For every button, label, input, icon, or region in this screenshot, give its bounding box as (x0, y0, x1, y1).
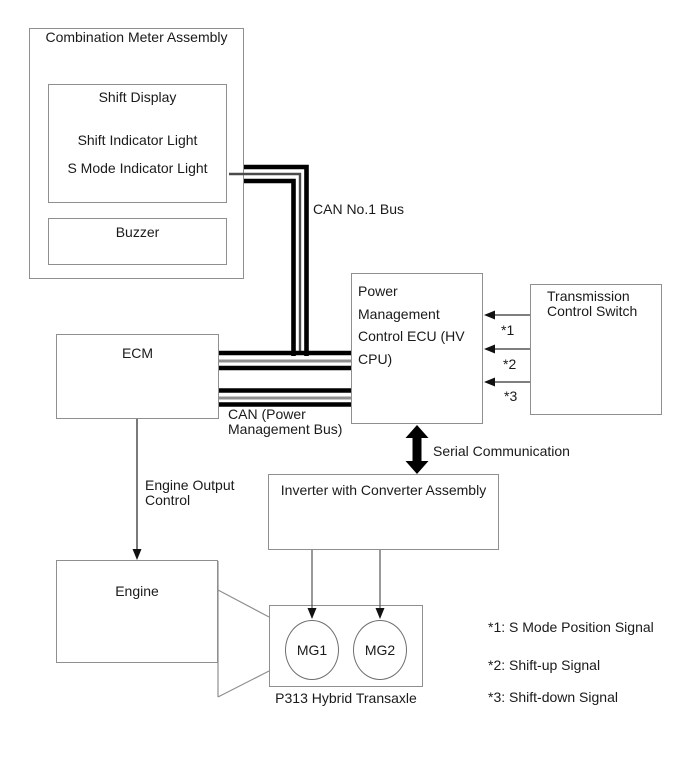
engine-box (56, 560, 218, 663)
buzzer-label: Buzzer (115, 224, 160, 240)
mg1-label: MG1 (296, 642, 328, 658)
s-mode-indicator-light-label: S Mode Indicator Light (67, 160, 208, 176)
shift-display-label: Shift Display (98, 89, 177, 105)
serial-communication-label: Serial Communication (433, 443, 570, 459)
arrow2-tag: *2 (503, 356, 517, 372)
can-bus-ecm-pmecu-line (219, 353, 351, 368)
can-pm-bus-label: CAN (Power Management Bus) (228, 406, 343, 437)
shift-indicator-light-label: Shift Indicator Light (77, 132, 198, 148)
arrow1-tag: *1 (501, 322, 515, 338)
can-pm-bus-line (219, 391, 351, 405)
legend-item-shift-down: *3: Shift-down Signal (488, 689, 618, 705)
ecm-label: ECM (121, 345, 154, 361)
legend-item-shift-up: *2: Shift-up Signal (488, 657, 601, 673)
legend-item-s-mode-position: *1: S Mode Position Signal (488, 619, 654, 635)
engine-output-control-label: Engine Output Control (145, 477, 235, 508)
transmission-control-switch-label: Transmission Control Switch (547, 288, 638, 319)
inverter-converter-label: Inverter with Converter Assembly (280, 482, 487, 498)
serial-communication-arrow (406, 425, 429, 474)
engine-output-arrow (133, 419, 142, 560)
mg2-label: MG2 (364, 642, 396, 658)
hybrid-transaxle-caption: P313 Hybrid Transaxle (275, 690, 417, 706)
power-management-ecu-label: Power Management Control ECU (HV CPU) (358, 283, 465, 367)
engine-transaxle-coupling (218, 561, 269, 697)
can-no1-bus-label: CAN No.1 Bus (313, 201, 405, 217)
combination-meter-assembly-label: Combination Meter Assembly (45, 29, 228, 45)
arrow3-tag: *3 (504, 388, 518, 404)
engine-label: Engine (115, 583, 159, 599)
